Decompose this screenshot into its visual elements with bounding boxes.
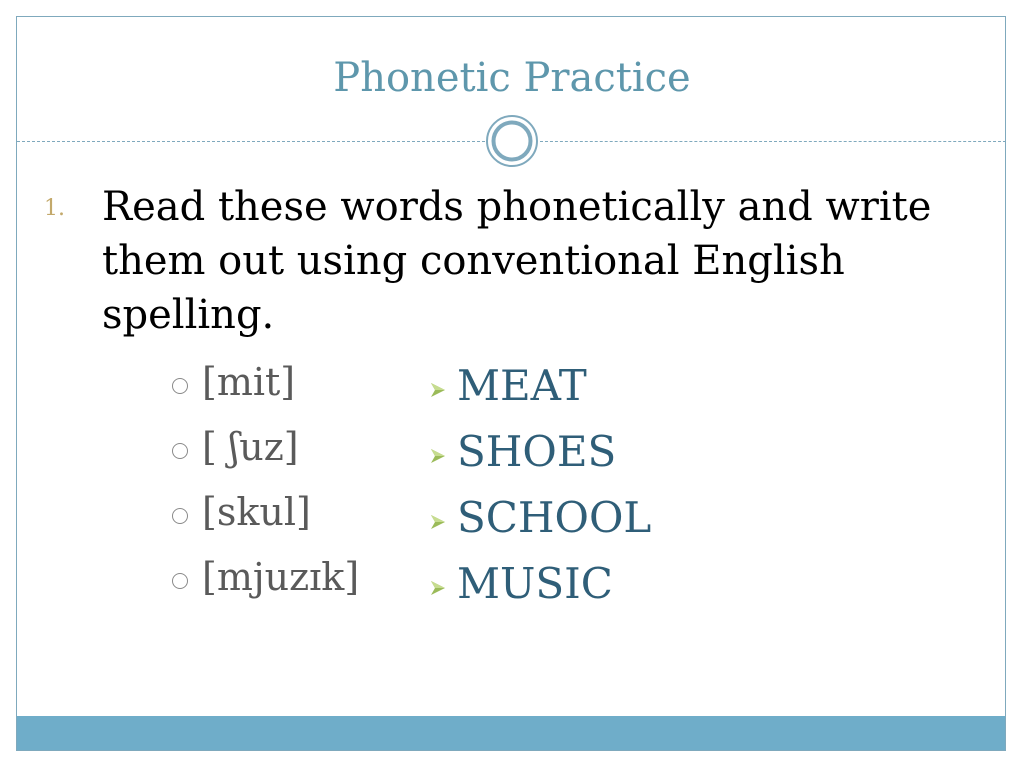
- phonetic-word: [ ʃuz]: [202, 425, 299, 469]
- title-divider-right: [540, 141, 1006, 142]
- list-item: [172, 423, 359, 488]
- hollow-circle-bullet-icon: [172, 508, 188, 524]
- answer-list: [428, 360, 651, 624]
- list-item: [428, 558, 651, 624]
- title-divider-left: [17, 141, 485, 142]
- phonetic-word: [mjuzɪk]: [202, 555, 360, 599]
- hollow-circle-bullet-icon: [172, 378, 188, 394]
- arrow-bullet-icon: [428, 446, 448, 466]
- arrow-bullet-icon: [428, 578, 448, 598]
- list-item: [428, 492, 651, 558]
- arrow-bullet-icon: [428, 380, 448, 400]
- list-item: [172, 358, 359, 423]
- hollow-circle-bullet-icon: [172, 573, 188, 589]
- phonetic-word: [skul]: [202, 490, 311, 534]
- slide-title: Phonetic Practice: [333, 55, 691, 101]
- footer-accent-bar: [17, 716, 1005, 750]
- list-item: [172, 553, 359, 618]
- list-item: [428, 360, 651, 426]
- list-item: [172, 488, 359, 553]
- hollow-circle-bullet-icon: [172, 443, 188, 459]
- list-item-number: 1.: [44, 196, 65, 221]
- answer-word: MUSIC: [457, 559, 613, 608]
- list-item: [428, 426, 651, 492]
- arrow-bullet-icon: [428, 512, 448, 532]
- instruction-text: Read these words phonetically and write them out using conventional English spelling.: [102, 184, 932, 338]
- answer-word: MEAT: [457, 361, 587, 410]
- answer-word: SCHOOL: [457, 493, 652, 542]
- answer-word: SHOES: [457, 427, 617, 476]
- phonetic-word: [mit]: [202, 360, 296, 404]
- phonetic-word-list: [172, 358, 359, 618]
- double-circle-icon: [485, 114, 539, 168]
